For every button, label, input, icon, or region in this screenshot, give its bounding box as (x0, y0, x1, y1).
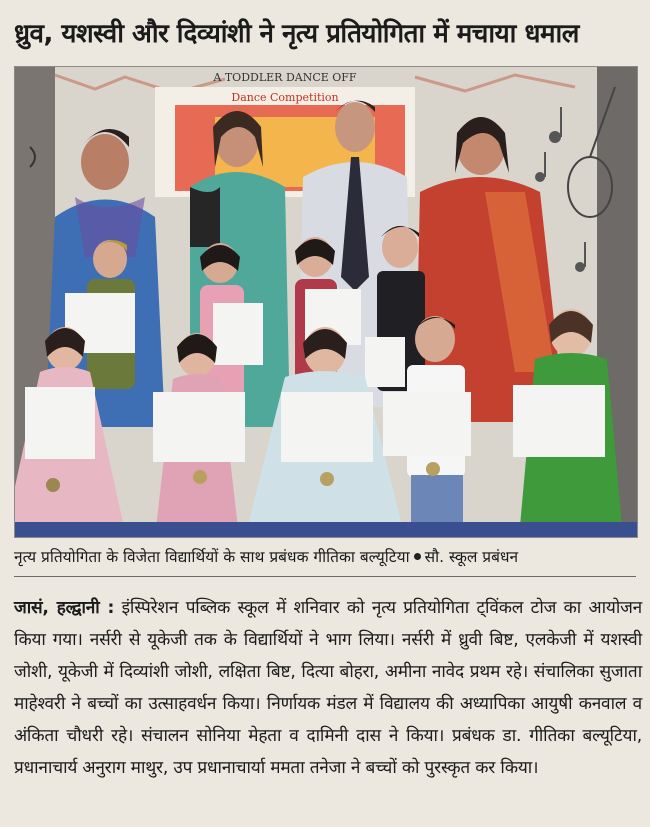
news-photo (14, 66, 638, 538)
photo-caption (14, 544, 636, 577)
banner-text-line1: A TODDLER DANCE OFF (213, 71, 357, 84)
photo-credit: सौ. स्कूल प्रबंधन (424, 548, 519, 566)
dateline: जासं, हल्द्वानी : (14, 598, 115, 618)
headline: ध्रुव, यशस्वी और दिव्यांशी ने नृत्य प्रतियोगिता में मचाया धमाल (14, 19, 579, 49)
bullet-icon (414, 553, 421, 560)
photo-illustration (15, 67, 637, 537)
banner-text-line2: Dance Competition (231, 91, 339, 104)
article-body (14, 592, 642, 784)
caption-text: नृत्य प्रतियोगिता के विजेता विद्यार्थियों के साथ प्रबंधक गीतिका बल्यूटिया (14, 548, 410, 566)
article-body-text: इंस्पिरेशन पब्लिक स्कूल में शनिवार को नृत्य प्रतियोगिता ट्विंकल टोज का आयोजन किया गया। नर्सरी से यूकेजी तक के विद्यार्थियों ने भाग लिया। नर्सरी में ध्रुवी बिष्ट, एलकेजी में यशस्वी जोशी, यूकेजी में दिव्यांशी जोशी, लक्षिता बिष्ट, दित्या बोहरा, अमीना नावेद प्रथम रहे। संचालिका सुजाता माहेश्वरी ने बच्चों का उत्साहवर्धन किया। निर्णायक मंडल में विद्यालय की अध्यापिका आयुषी कनवाल व अंकिता चौधरी रहे। संचालन सोनिया मेहता व दामिनी दास ने किया। प्रबंधक डा. गीतिका बल्यूटिया, प्रधानाचार्य अनुराग माथुर, उप प्रधानाचार्या ममता तनेजा ने बच्चों को पुरस्कृत कर किया। (14, 598, 643, 778)
